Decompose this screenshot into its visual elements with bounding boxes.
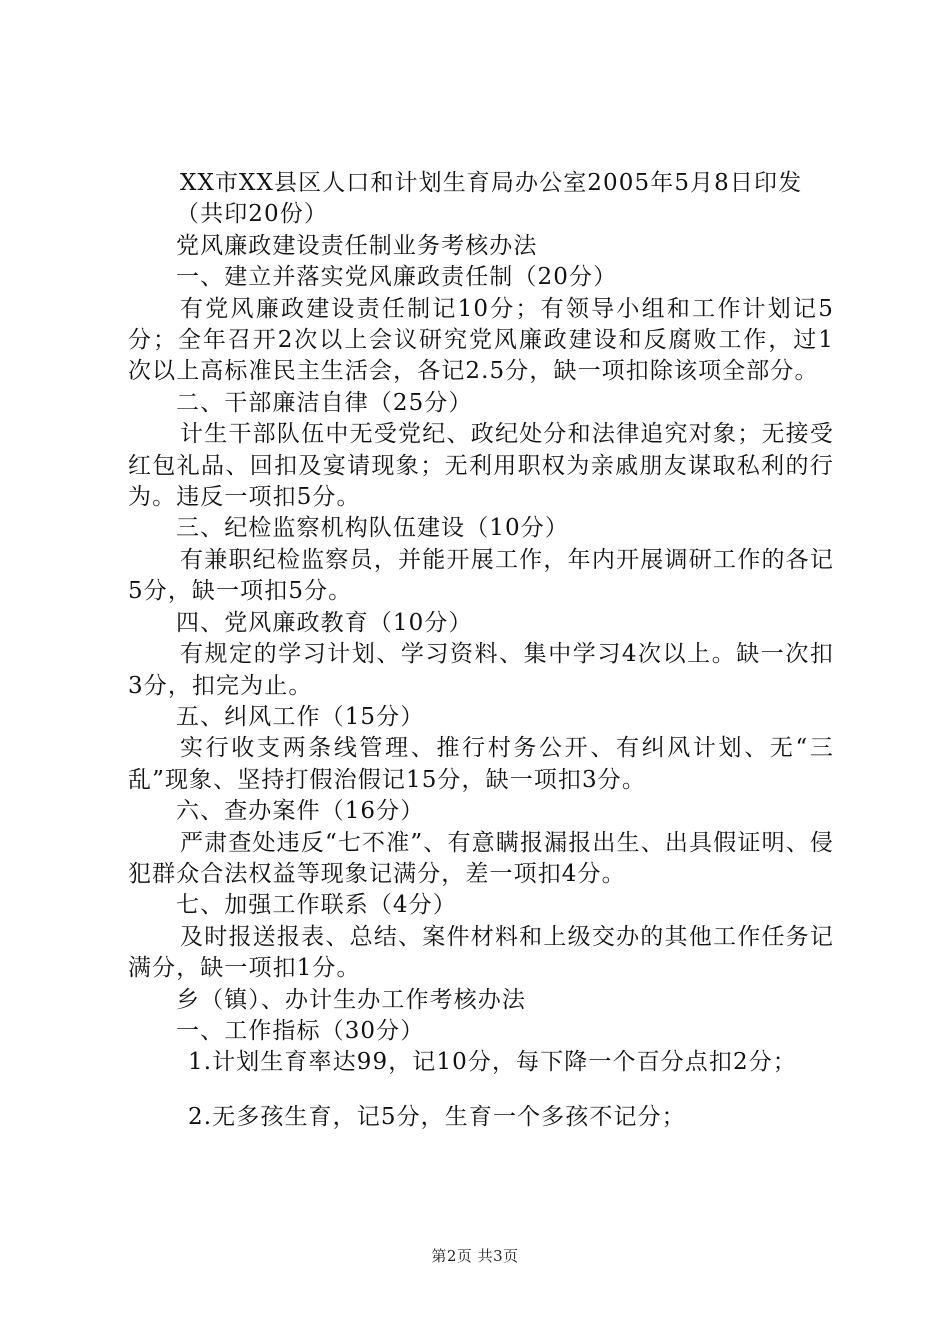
- item-body: 及时报送报表、总结、案件材料和上级交办的其他工作任务记满分，缺一项扣1分。: [128, 923, 834, 982]
- item-heading: 四、党风廉政教育（10分）: [176, 609, 473, 636]
- item-heading: 七、加强工作联系（4分）: [176, 892, 457, 919]
- item-heading: 一、建立并落实党风廉政责任制（20分）: [176, 264, 618, 291]
- item-body: 严肃查处违反“七不准”、有意瞒报漏报出生、出具假证明、侵犯群众合法权益等现象记满分，差一项扣4分。: [128, 829, 834, 887]
- item-heading: 一、工作指标（30分）: [176, 1017, 425, 1044]
- page-number-footer: 第2页 共3页: [431, 1247, 519, 1265]
- item-heading: 二、干部廉洁自律（25分）: [176, 389, 473, 416]
- item-body: 有规定的学习计划、学习资料、集中学习4次以上。缺一次扣3分，扣完为止。: [128, 641, 834, 699]
- item-body: 有兼职纪检监察员，并能开展工作，年内开展调研工作的各记5分，缺一项扣5分。: [128, 546, 834, 605]
- section-title: 乡（镇）、办计生办工作考核办法: [176, 986, 526, 1013]
- indicator-item: 2.无多孩生育，记5分，生育一个多孩不记分；: [188, 1103, 686, 1130]
- item-heading: 三、纪检监察机构队伍建设（10分）: [176, 515, 569, 542]
- item-heading: 六、查办案件（16分）: [176, 798, 425, 825]
- item-body: 计生干部队伍中无受党纪、政纪处分和法律追究对象；无接受红包礼品、回扣及宴请现象；无利用职权为亲戚朋友谋取私利的行为。违反一项扣5分。: [128, 421, 834, 511]
- document-body: [128, 168, 834, 1133]
- issuer-line: XX市XX县区人口和计划生育局办公室2005年5月8日印发: [180, 170, 803, 196]
- section-title: 党风廉政建设责任制业务考核办法: [176, 232, 538, 259]
- item-body: 有党风廉政建设责任制记10分；有领导小组和工作计划记5分；全年召开2次以上会议研究党风廉政建设和反腐败工作，过1次以上高标准民主生活会，各记2.5分，缺一项扣除该项全部分。: [128, 295, 834, 385]
- item-body: 实行收支两条线管理、推行村务公开、有纠风计划、无“三乱”现象、坚持打假治假记15分，缺一项扣3分。: [128, 735, 834, 793]
- indicator-item: 1.计划生育率达99，记10分，每下降一个百分点扣2分；: [188, 1049, 797, 1076]
- print-count: （共印20份）: [176, 201, 328, 228]
- item-heading: 五、纠风工作（15分）: [176, 703, 425, 730]
